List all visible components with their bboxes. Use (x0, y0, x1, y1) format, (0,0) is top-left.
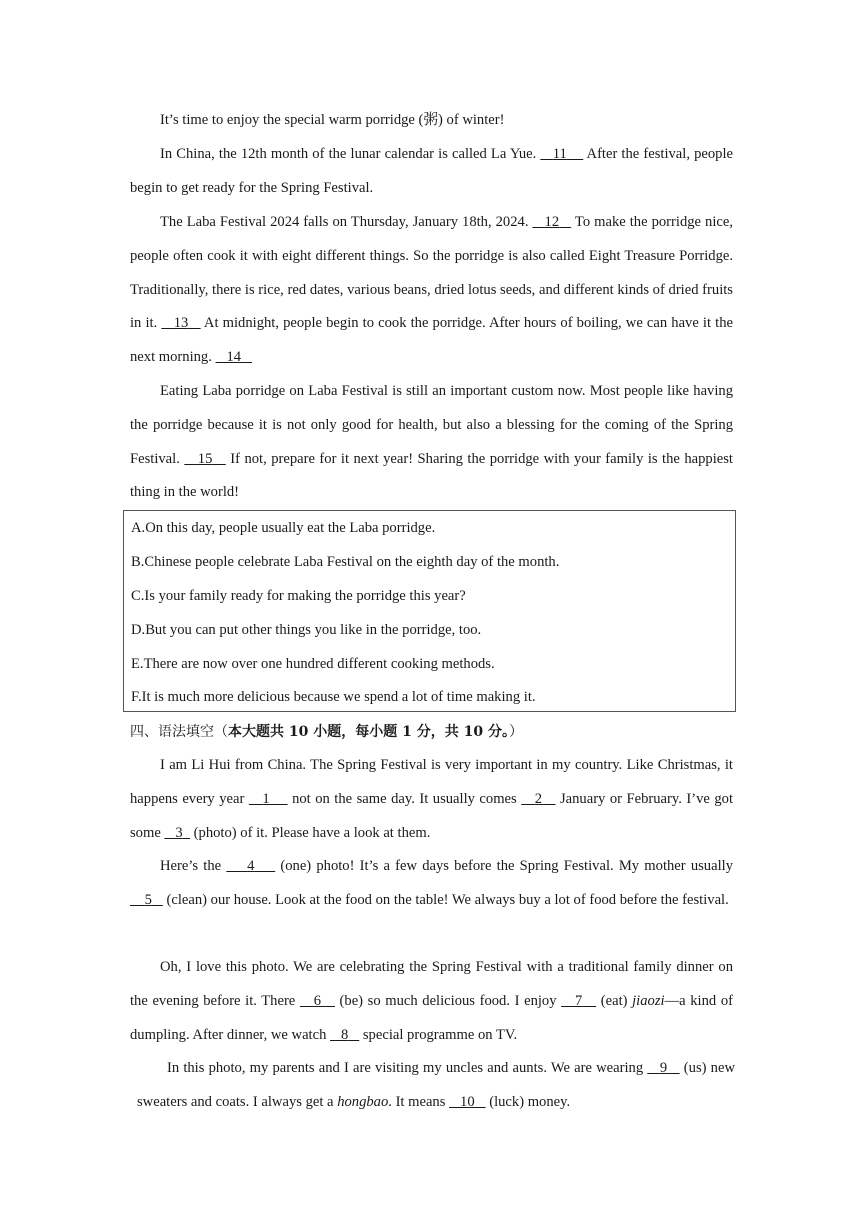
heading-suffix: ） (508, 724, 523, 740)
text: (us) new sweaters and coats. I always get a (137, 1060, 735, 1110)
reading-paragraph-2 (130, 206, 733, 375)
blank-3[interactable]: 3 (175, 824, 183, 841)
text: —a kind of dumpling. After dinner, we watch (130, 992, 733, 1043)
blank-12[interactable]: 12 (544, 214, 560, 230)
heading-prefix: 四、语法填空（ (130, 724, 228, 740)
text: In China, the 12th month of the lunar calendar is called La Yue. (160, 146, 541, 162)
intro-line (130, 104, 733, 138)
grammar-paragraph-3 (130, 951, 733, 1052)
blank-4[interactable]: 4 (247, 858, 255, 874)
blank-2[interactable]: 2 (534, 790, 542, 807)
section-heading (130, 721, 523, 743)
text: In this photo, my parents and I are visiting my uncles and aunts. We are wearing (167, 1060, 648, 1076)
reading-paragraph-3 (130, 375, 733, 510)
blank-13[interactable]: 13 (173, 315, 189, 332)
grammar-paragraph-1 (130, 749, 733, 850)
text: . It means (388, 1093, 450, 1110)
options-box (123, 510, 736, 712)
text: Oh, I love this photo. We are celebrating the Spring Festival with a traditional family dinner on the evening before it. There (130, 959, 733, 1009)
text: (luck) money. (485, 1093, 571, 1110)
text: (one) photo! It’s a few days before the Spring Festival. My mother usually (275, 858, 733, 874)
grammar-paragraph-2 (130, 850, 733, 918)
option-c: C.Is your family ready for making the porridge this year? (131, 588, 466, 604)
text: After the festival, people begin to get ready for the Spring Festival. (130, 146, 733, 196)
blank-9[interactable]: 9 (659, 1060, 668, 1076)
text: not on the same day. It usually comes (287, 790, 522, 807)
blank-1[interactable]: 1 (262, 790, 270, 807)
text: (eat) (596, 992, 633, 1009)
text: Here’s the (160, 858, 227, 874)
text: To make the porridge nice, people often cook it with eight different things. So the porridge is also called Eight Treasure Porridge. Traditionally, there is rice, red dates, various beans, dried lotus seeds, and different kinds of dried fruits in it. (130, 214, 733, 332)
grammar-paragraph-4 (137, 1052, 735, 1120)
option-e: E.There are now over one hundred different cooking methods. (131, 656, 495, 672)
intro-text: It’s time to enjoy the special warm porridge (粥) of winter! (160, 112, 505, 128)
blank-8[interactable]: 8 (340, 1026, 349, 1043)
blank-10[interactable]: 10 (460, 1093, 475, 1110)
blank-7[interactable]: 7 (575, 992, 583, 1009)
blank-14[interactable]: 14 (226, 349, 242, 366)
text: At midnight, people begin to cook the porridge. After hours of boiling, we can have it the next morning. (130, 315, 733, 366)
option-b: B.Chinese people celebrate Laba Festival on the eighth day of the month. (131, 554, 560, 570)
blank-15[interactable]: 15 (197, 450, 213, 467)
italic-word: hongbao (337, 1093, 389, 1110)
heading-bold: 本大题共 10 小题，每小题 1 分，共 10 分。 (228, 724, 509, 740)
reading-paragraph-1 (130, 138, 733, 206)
option-f: F.It is much more delicious because we spend a lot of time making it. (131, 689, 536, 705)
text: (clean) our house. Look at the food on the table! We always buy a lot of food before the festival. (162, 891, 729, 908)
blank-6[interactable]: 6 (313, 992, 322, 1009)
text: Eating Laba porridge on Laba Festival is still an important custom now. Most people like having the porridge because it is not only good for health, but also a blessing for the coming of the Spring Festival. (130, 383, 733, 467)
option-a: A.On this day, people usually eat the Laba porridge. (131, 520, 436, 536)
blank-5[interactable]: 5 (144, 891, 152, 908)
text: (be) so much delicious food. I enjoy (334, 992, 562, 1009)
italic-word: jiaozi (632, 992, 665, 1009)
text: (photo) of it. Please have a look at them. (190, 824, 431, 841)
text: January or February. I’ve got some (130, 790, 733, 841)
blank-11[interactable]: 11 (552, 146, 567, 162)
text: The Laba Festival 2024 falls on Thursday, January 18th, 2024. (160, 214, 533, 230)
text: If not, prepare for it next year! Sharing the porridge with your family is the happiest thing in the world! (130, 450, 733, 501)
text: special programme on TV. (359, 1026, 518, 1043)
option-d: D.But you can put other things you like in the porridge, too. (131, 622, 482, 638)
text: I am Li Hui from China. The Spring Festival is very important in my country. Like Christmas, it happens every year (130, 757, 733, 807)
